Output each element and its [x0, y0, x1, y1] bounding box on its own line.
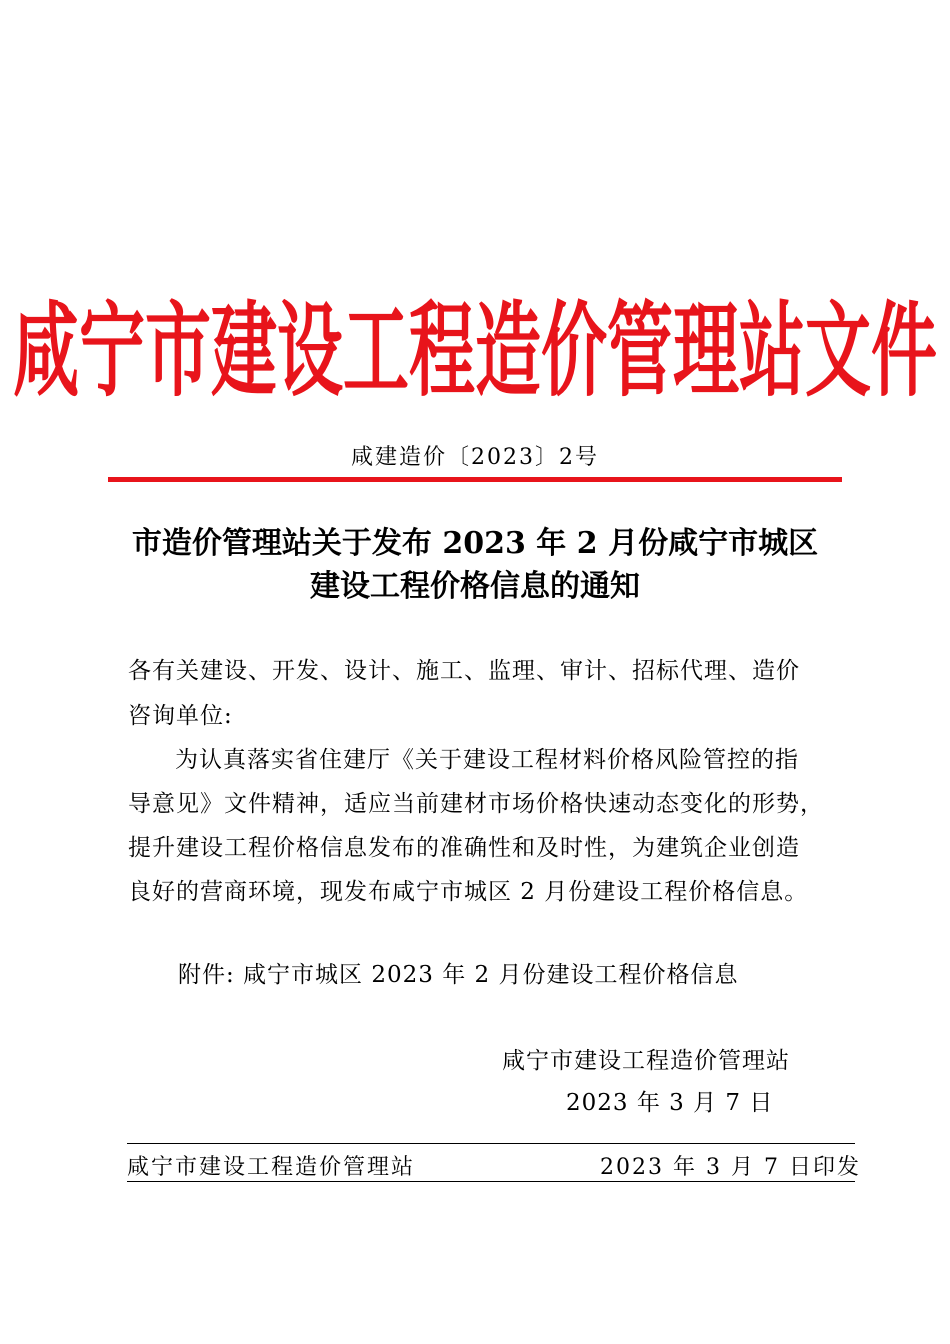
body-line-1: 为认真落实省住建厅《关于建设工程材料价格风险管控的指: [175, 747, 799, 773]
footer-rule-top: [127, 1143, 855, 1144]
signature-date: 2023 年 3 月 7 日: [566, 1090, 774, 1116]
salutation-line-1: 各有关建设、开发、设计、施工、监理、审计、招标代理、造价: [128, 658, 800, 684]
salutation-line-2: 咨询单位:: [128, 703, 233, 729]
body-line-2: 导意见》文件精神，适应当前建材市场价格快速动态变化的形势，: [128, 791, 824, 817]
footer-rule-bottom: [127, 1181, 855, 1182]
document-number: 咸建造价〔2023〕2号: [351, 445, 599, 470]
footer-issue-date: 2023 年 3 月 7 日印发: [600, 1155, 861, 1180]
footer-issuer: 咸宁市建设工程造价管理站: [127, 1155, 416, 1180]
document-title-line-1: 市造价管理站关于发布 2023 年 2 月份咸宁市城区: [131, 526, 819, 561]
body-line-3: 提升建设工程价格信息发布的准确性和及时性，为建筑企业创造: [128, 835, 800, 861]
masthead-title: 咸宁市建设工程造价管理站文件: [13, 291, 937, 411]
document-title-line-2: 建设工程价格信息的通知: [310, 569, 640, 604]
signature-org: 咸宁市建设工程造价管理站: [502, 1048, 790, 1074]
attachment-note: 附件: 咸宁市城区 2023 年 2 月份建设工程价格信息: [178, 962, 739, 988]
body-line-4: 良好的营商环境，现发布咸宁市城区 2 月份建设工程价格信息。: [128, 879, 809, 905]
red-divider: [108, 477, 842, 482]
